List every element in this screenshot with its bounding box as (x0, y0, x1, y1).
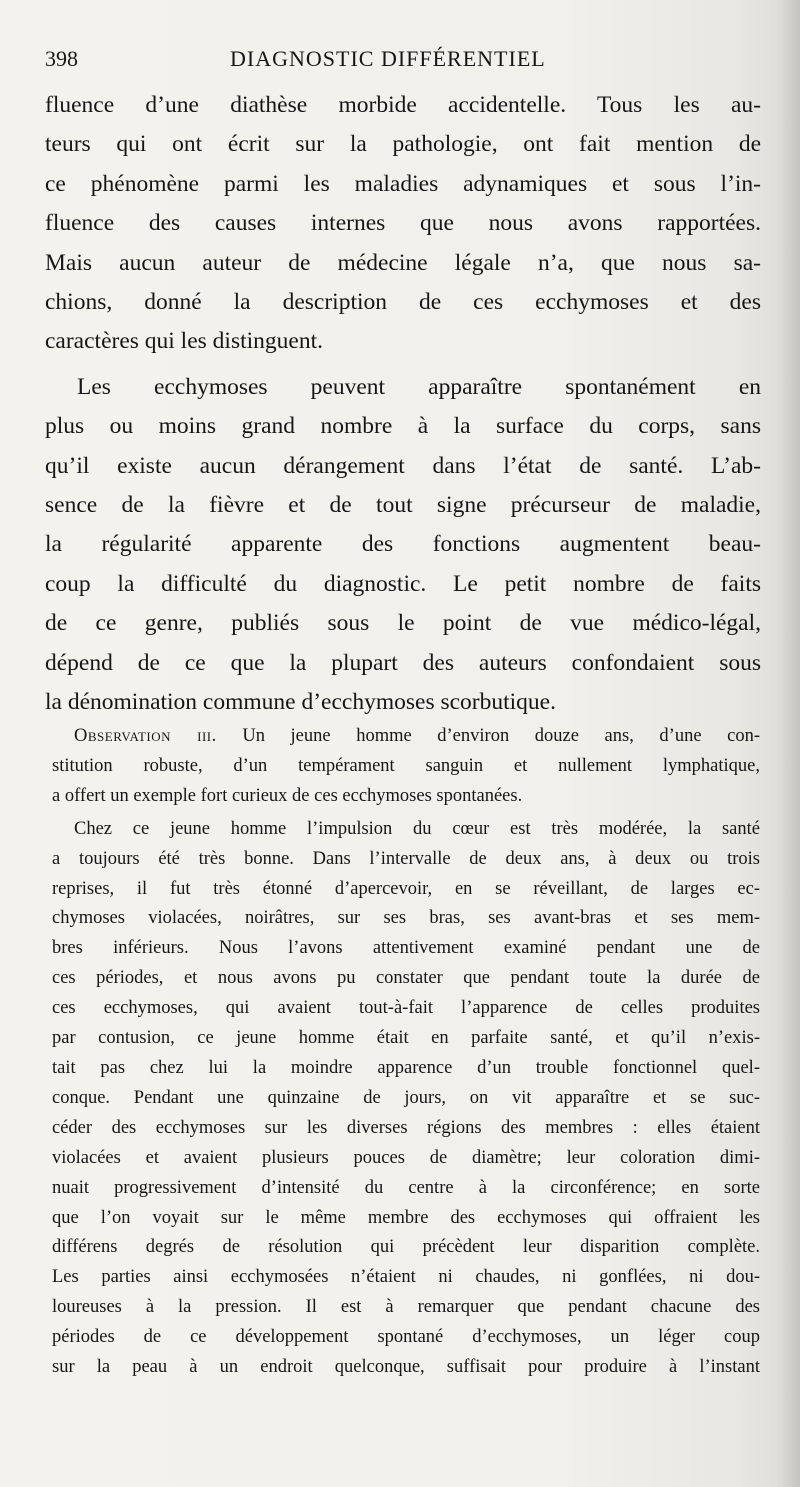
text-span: Un jeune homme d’environ douze ans, d’une con- (242, 726, 761, 746)
text-line: par contusion, ce jeune homme était en parfaite santé, et qu’il n’exis- (52, 1028, 760, 1049)
text-line: bres inférieurs. Nous l’avons attentivement examiné pendant une de (52, 938, 760, 959)
text-line (52, 722, 760, 752)
text-line: la dénomination commune d’ecchymoses scorbutique. (45, 689, 556, 716)
text-line: Les ecchymoses peuvent apparaître spontanément en (77, 373, 761, 400)
text-line: a offert un exemple fort curieux de ces ecchymoses spontanées. (52, 785, 523, 806)
text-line: Mais aucun auteur de médecine légale n’a, que nous sa- (45, 249, 761, 276)
text-line: céder des ecchymoses sur les diverses régions des membres : elles étaient (52, 1117, 760, 1138)
text-line: conque. Pendant une quinzaine de jours, on vit apparaître et se suc- (52, 1087, 760, 1108)
text-line: chions, donné la description de ces ecchymoses et des (45, 289, 761, 316)
text-line: que l’on voyait sur le même membre des ecchymoses qui offraient les (52, 1207, 760, 1228)
text-line: a toujours été très bonne. Dans l’intervalle de deux ans, à deux ou trois (52, 848, 760, 869)
text-line: ce phénomène parmi les maladies adynamiques et sous l’in- (45, 170, 761, 197)
text-line: Chez ce jeune homme l’impulsion du cœur est très modérée, la santé (74, 818, 760, 839)
paragraph-1 (45, 86, 761, 362)
page-gutter-shadow (776, 0, 800, 1487)
text-line: sence de la fièvre et de tout signe précurseur de maladie, (45, 492, 761, 519)
text-line: sur la peau à un endroit quelconque, suffisait pour produire à l’instant (52, 1357, 760, 1378)
text-line: chymoses violacées, noirâtres, sur ses bras, ses avant-bras et ses mem- (52, 908, 760, 929)
text-line: violacées et avaient plusieurs pouces de diamètre; leur coloration dimi- (52, 1147, 760, 1168)
paragraph-2 (45, 368, 761, 723)
text-line: stitution robuste, d’un tempérament sanguin et nullement lymphatique, (52, 755, 760, 776)
text-line: plus ou moins grand nombre à la surface du corps, sans (45, 413, 761, 440)
page-number: 398 (45, 46, 78, 71)
text-line: nuait progressivement d’intensité du centre à la circonférence; en sorte (52, 1177, 760, 1198)
observation-label: Observation iii. (74, 726, 217, 746)
text-line: périodes de ce développement spontané d’ecchymoses, un léger coup (52, 1327, 760, 1348)
text-line: caractères qui les distinguent. (45, 328, 323, 355)
text-line: dépend de ce que la plupart des auteurs confondaient sous (45, 649, 761, 676)
text-line: ces ecchymoses, qui avaient tout-à-fait l’apparence de celles produites (52, 998, 760, 1019)
text-line: loureuses à la pression. Il est à remarquer que pendant chacune des (52, 1297, 760, 1318)
text-line: reprises, il fut très étonné d’apercevoir, en se réveillant, de larges ec- (52, 878, 760, 899)
observation-paragraph (52, 722, 760, 812)
paragraph-4 (52, 815, 760, 1383)
running-head: DIAGNOSTIC DIFFÉRENTIEL (230, 46, 546, 71)
text-line: différens degrés de résolution qui précèdent leur disparition complète. (52, 1237, 760, 1258)
text-line: teurs qui ont écrit sur la pathologie, ont fait mention de (45, 131, 761, 158)
text-line: fluence des causes internes que nous avons rapportées. (45, 210, 761, 237)
text-line: fluence d’une diathèse morbide accidentelle. Tous les au- (45, 92, 761, 118)
text-line: coup la difficulté du diagnostic. Le petit nombre de faits (45, 570, 761, 597)
text-line: Les parties ainsi ecchymosées n’étaient ni chaudes, ni gonflées, ni dou- (52, 1267, 760, 1288)
observation-text (52, 722, 760, 1383)
text-line: la régularité apparente des fonctions augmentent beau- (45, 531, 761, 558)
text-line: de ce genre, publiés sous le point de vue médico-légal, (45, 610, 761, 637)
text-line: tait pas chez lui la moindre apparence d’un trouble fonctionnel quel- (52, 1057, 760, 1078)
page-header (45, 42, 765, 78)
text-line: ces périodes, et nous avons pu constater que pendant toute la durée de (52, 968, 760, 989)
text-line: qu’il existe aucun dérangement dans l’état de santé. L’ab- (45, 452, 761, 479)
main-text (45, 86, 761, 723)
